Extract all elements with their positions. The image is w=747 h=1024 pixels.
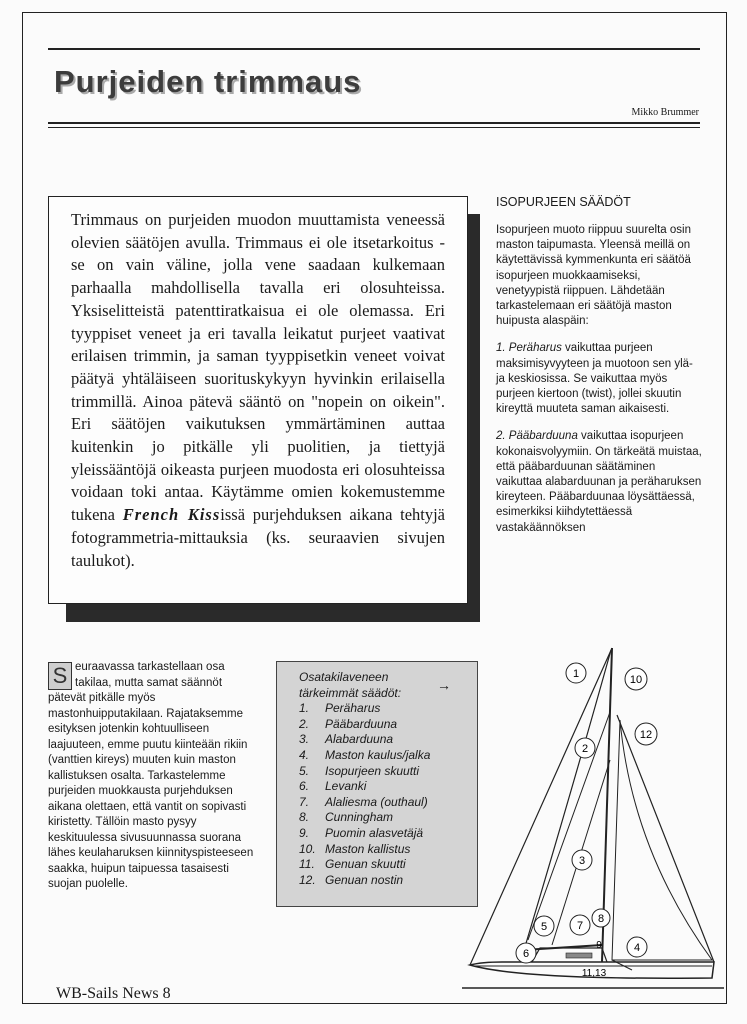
list-item bbox=[299, 748, 467, 764]
item1-label: 1. Peräharus bbox=[496, 342, 562, 355]
label-1-text: 1 bbox=[572, 668, 580, 680]
label-7 bbox=[570, 915, 590, 935]
item-label: Maston kaulus/jalka bbox=[325, 747, 431, 762]
list-item bbox=[299, 732, 467, 748]
item-number: 6. bbox=[299, 779, 310, 794]
item-number: 1. bbox=[299, 701, 310, 716]
label-4 bbox=[627, 937, 647, 957]
forestay bbox=[617, 715, 714, 962]
right-column bbox=[496, 195, 704, 548]
label-8-text: 8 bbox=[597, 913, 605, 925]
right-paragraph-2 bbox=[496, 341, 704, 417]
item-number: 4. bbox=[299, 747, 310, 762]
label-8 bbox=[592, 909, 610, 927]
item-label: Alabarduuna bbox=[325, 732, 394, 747]
item-label: Puomin alasvetäjä bbox=[325, 825, 424, 840]
label-6-text: 6 bbox=[522, 948, 530, 960]
item-label: Maston kallistus bbox=[325, 841, 411, 856]
sailboat-diagram bbox=[462, 640, 724, 992]
item-number: 10. bbox=[299, 841, 316, 856]
lower-shroud bbox=[528, 712, 610, 940]
top-rule bbox=[48, 48, 700, 50]
label-5 bbox=[534, 916, 554, 936]
item-number: 9. bbox=[299, 825, 310, 840]
article-title: Purjeiden trimmaus bbox=[54, 64, 362, 99]
label-3-text: 3 bbox=[578, 855, 586, 867]
item-label: Genuan nostin bbox=[325, 872, 404, 887]
label-4-text: 4 bbox=[633, 942, 641, 954]
label-9 bbox=[596, 940, 602, 951]
controls-box bbox=[276, 661, 478, 907]
list-item bbox=[299, 717, 467, 733]
label-2 bbox=[575, 738, 595, 758]
right-paragraph-3 bbox=[496, 429, 704, 535]
label-10-text: 10 bbox=[629, 674, 643, 686]
intro-box bbox=[48, 196, 468, 604]
controls-heading-1: Osatakilaveneen bbox=[299, 670, 389, 684]
arrow-right-icon: → bbox=[437, 677, 451, 693]
intro-text-after: issä purjehduksen aikana tehtyjä fotogrammetria-mittauksia (ks. seuraavien sivujen taulukot). bbox=[71, 505, 446, 570]
item-label: Isopurjeen skuutti bbox=[325, 763, 420, 778]
label-11-13 bbox=[582, 968, 607, 979]
item2-text: vaikuttaa isopurjeen kokonaisvolyymiin. On tärkeätä muistaa, että pääbarduunan säätäminen vaikuttaa alabarduunan ja peräharuksen kireyteen. Pääbarduunaa löysättäessä, esimerkiksi kiihdytettäessä vastakäännöksen bbox=[496, 430, 702, 534]
item-number: 8. bbox=[299, 810, 310, 825]
label-12-text: 12 bbox=[639, 729, 653, 741]
list-item bbox=[299, 795, 467, 811]
item2-label: 2. Pääbarduuna bbox=[496, 430, 578, 443]
label-1 bbox=[566, 663, 586, 683]
controls-list bbox=[299, 701, 467, 888]
author-name: Mikko Brummer bbox=[631, 107, 699, 118]
right-paragraph-1: Isopurjeen muoto riippuu suurelta osin maston taipumasta. Yleensä meillä on käytettävissä kymmenkunta eri säätöä isopurjeen muokkaamiseksi, venetyypistä riippuen. Lähdetään tarkastelemaan eri säätöjä maston huipusta alaspäin: bbox=[496, 224, 691, 328]
item1-text: vaikuttaa purjeen maksimisyvyyteen ja muotoon sen ylä- ja keskiosissa. Se vaikuttaa myös purjeen kiertoon (twist), jollei skuutin kireyttä muuteta saman aikaisesti. bbox=[496, 342, 693, 416]
item-label: Cunningham bbox=[325, 810, 394, 825]
item-label: Genuan skuutti bbox=[325, 857, 406, 872]
list-item bbox=[299, 873, 467, 889]
list-item bbox=[299, 810, 467, 826]
label-7-text: 7 bbox=[576, 920, 584, 932]
list-item bbox=[299, 764, 467, 780]
boom-vang-block bbox=[566, 953, 592, 958]
header-double-rule bbox=[48, 122, 700, 128]
item-number: 12. bbox=[299, 872, 316, 887]
label-5-text: 5 bbox=[540, 921, 548, 933]
lower-left-column bbox=[48, 660, 258, 893]
list-item bbox=[299, 701, 467, 717]
boat-name: French Kiss bbox=[122, 505, 221, 525]
item-label: Pääbarduuna bbox=[325, 716, 398, 731]
dropcap: S bbox=[48, 662, 72, 690]
list-item bbox=[299, 826, 467, 842]
section-heading: ISOPURJEEN SÄÄDÖT bbox=[496, 195, 631, 209]
label-11-13-text: 11,13 bbox=[581, 968, 607, 979]
label-3 bbox=[572, 850, 592, 870]
label-9-text: 9 bbox=[596, 940, 602, 951]
lower-left-text: euraavassa tarkastellaan osa takilaa, mutta samat säännöt pätevät pitkälle myös mastonhuipputakilaan. Rajataksemme esityksen jotenkin kohtuulliseen laajuuteen, emme puutu kiinteään rikiin (vanttien kireys) muuten kuin maston kallistuksen osalta. Tarkastelemme purjeiden muokkausta purjehduksen aikana olettaen, että vantit on sopivasti kiristetty. Tällöin masto pysyy keskituulessa sivusuunnassa suorana lähes keulaharuksen kiinnityspisteeseen saakka, huipun taipuessa tasaisesti suojan puolelle. bbox=[48, 661, 254, 890]
list-item bbox=[299, 842, 467, 858]
controls-heading-2: tärkeimmät säädöt: bbox=[299, 685, 402, 700]
item-number: 5. bbox=[299, 763, 310, 778]
item-number: 7. bbox=[299, 794, 310, 809]
label-2-text: 2 bbox=[581, 743, 589, 755]
item-number: 3. bbox=[299, 732, 310, 747]
list-item bbox=[299, 857, 467, 873]
label-6 bbox=[516, 943, 536, 963]
intro-text-before: Trimmaus on purjeiden muodon muuttamista veneessä olevien säätöjen avulla. Trimmaus ei ole itsetarkoitus - se on vain väline, jolla vene saadaan kulkemaan parhaalla mahdollisella tavalla eri olosuhteissa. Yksiselitteistä patenttiratkaisua ei ole olemassa. Eri tyyppiset veneet ja eri tavalla leikatut purjeet vaativat erilaisen trimmin, ja saman tyyppisetkin veneet voivat päätyä yhtäläiseen suorituskykyyn hyvinkin erilaisella trimmillä. Ainoa pätevä sääntö on "nopein on oikein". Eri säätöjen vaikutuksen ymmärtäminen auttaa kuitenkin jo pitkälle yli puolitien, ja tiettyjä yleissääntöjä oikeasta purjeen muodosta eri olosuhteissa voidaan toki antaa. Käytämme omien kokemustemme tukena bbox=[71, 210, 445, 525]
item-number: 2. bbox=[299, 716, 310, 731]
item-number: 11. bbox=[299, 857, 315, 872]
intro-paragraph bbox=[71, 209, 445, 572]
item-label: Alaliesma (outhaul) bbox=[325, 794, 428, 809]
page-footer: WB-Sails News 8 bbox=[56, 985, 171, 1002]
item-label: Levanki bbox=[325, 779, 367, 794]
label-10 bbox=[625, 668, 647, 690]
label-12 bbox=[635, 723, 657, 745]
genoa-sail bbox=[612, 720, 712, 960]
item-label: Peräharus bbox=[325, 701, 381, 716]
list-item bbox=[299, 779, 467, 795]
